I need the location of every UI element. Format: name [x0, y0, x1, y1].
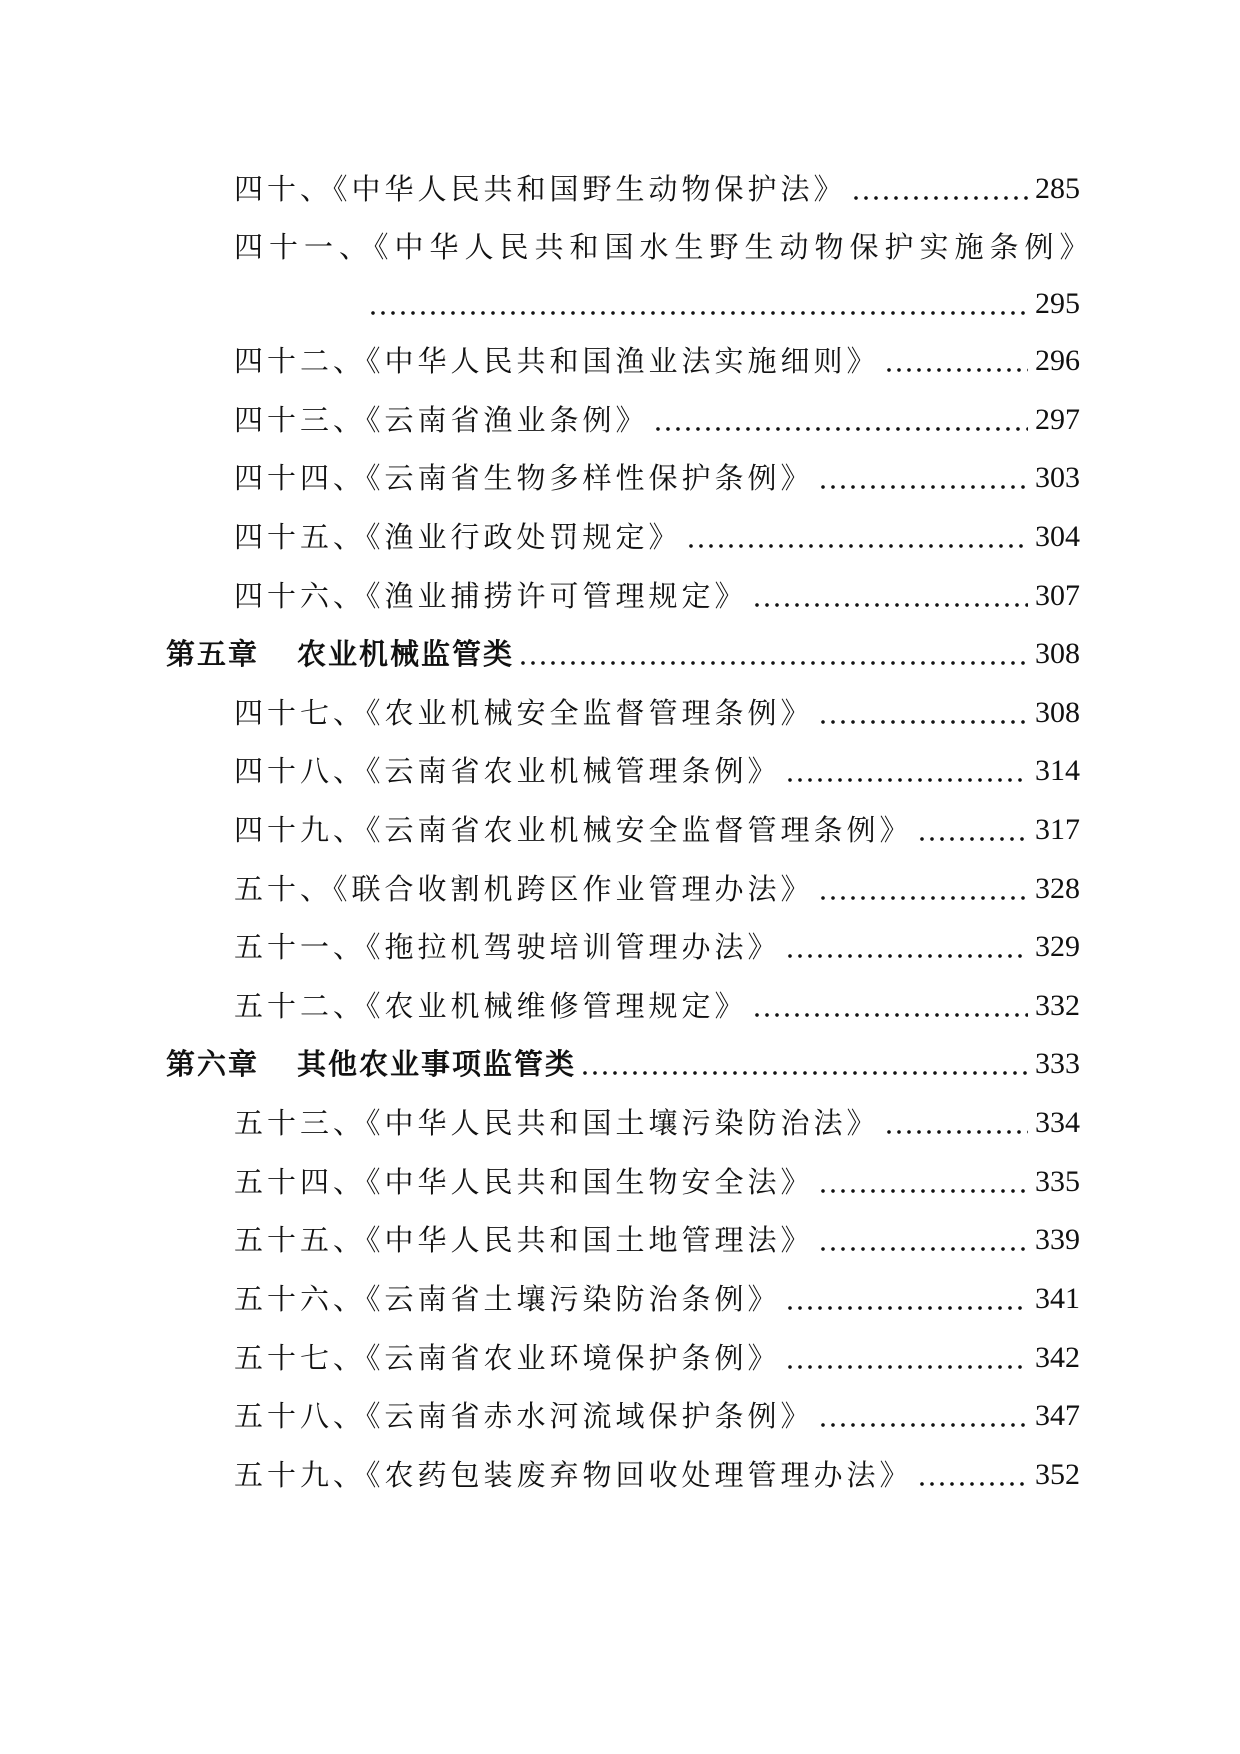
chapter-title: 农业机械监管类 [297, 637, 515, 671]
toc-page-number: 304 [1035, 520, 1080, 553]
chapter-number: 第六章 [166, 1047, 260, 1081]
dot-leader [785, 1279, 1028, 1319]
dot-leader [785, 751, 1028, 791]
toc-entry-title: 四十九、《云南省农业机械安全监督管理条例》 [234, 813, 913, 847]
chapter-title: 其他农业事项监管类 [297, 1047, 577, 1081]
toc-entry-40[interactable] [234, 159, 1080, 209]
dot-leader [917, 1455, 1028, 1495]
dot-leader [818, 1220, 1028, 1260]
toc-entry-49[interactable] [234, 800, 1080, 850]
dot-leader [653, 400, 1028, 440]
toc-page-number: 335 [1035, 1165, 1080, 1198]
dot-leader [851, 169, 1028, 209]
toc-page-number: 352 [1035, 1458, 1080, 1491]
toc-chapter-6[interactable] [166, 1034, 1080, 1084]
toc-entry-43[interactable] [234, 390, 1080, 440]
toc-chapter-heading [166, 1044, 576, 1084]
toc-entry-53[interactable] [234, 1093, 1080, 1143]
dot-leader [884, 1103, 1028, 1143]
toc-entry-title: 四十六、《渔业捕捞许可管理规定》 [234, 579, 748, 613]
toc-entry-48[interactable] [234, 741, 1080, 791]
toc-entry-title: 五十七、《云南省农业环境保护条例》 [234, 1341, 781, 1375]
toc-entry-title: 四十五、《渔业行政处罚规定》 [234, 520, 682, 554]
toc-page-number: 296 [1035, 344, 1080, 377]
toc-entry-42[interactable] [234, 331, 1080, 381]
toc-page-number: 314 [1035, 754, 1080, 787]
toc-page-number: 332 [1035, 989, 1080, 1022]
toc-entry-58[interactable] [234, 1386, 1080, 1436]
toc-page-number: 328 [1035, 872, 1080, 905]
toc-entry-title: 四十二、《中华人民共和国渔业法实施细则》 [234, 344, 880, 378]
dot-leader [818, 458, 1028, 498]
toc-entry-59[interactable] [234, 1445, 1080, 1495]
toc-entry-55[interactable] [234, 1210, 1080, 1260]
toc-entry-title: 五十六、《云南省土壤污染防治条例》 [234, 1282, 781, 1316]
toc-page-number: 297 [1035, 403, 1080, 436]
chapter-number: 第五章 [166, 637, 260, 671]
toc-entry-46[interactable] [234, 566, 1080, 616]
toc-chapter-5[interactable] [166, 624, 1080, 674]
toc-entry-45[interactable] [234, 507, 1080, 557]
dot-leader [818, 1162, 1028, 1202]
toc-entry-56[interactable] [234, 1269, 1080, 1319]
toc-entry-41-continuation[interactable] [368, 274, 1080, 324]
toc-entry-title: 五十五、《中华人民共和国土地管理法》 [234, 1223, 814, 1257]
toc-page-number: 308 [1035, 637, 1080, 670]
toc-entry-41[interactable] [234, 217, 1095, 267]
toc-entry-51[interactable] [234, 917, 1080, 967]
dot-leader [785, 1338, 1028, 1378]
toc-entry-title: 五十八、《云南省赤水河流域保护条例》 [234, 1399, 814, 1433]
dot-leader [818, 869, 1028, 909]
toc-entry-50[interactable] [234, 859, 1080, 909]
dot-leader [752, 986, 1028, 1026]
toc-chapter-heading [166, 634, 514, 674]
toc-entry-54[interactable] [234, 1152, 1080, 1202]
toc-entry-title: 四十一、《中华人民共和国水生野生动物保护实施条例》 [234, 230, 1095, 264]
toc-entry-57[interactable] [234, 1328, 1080, 1378]
toc-entry-title: 四十三、《云南省渔业条例》 [234, 403, 649, 437]
toc-entry-47[interactable] [234, 683, 1080, 733]
toc-page-number: 307 [1035, 579, 1080, 612]
dot-leader [686, 517, 1028, 557]
toc-page-number: 342 [1035, 1341, 1080, 1374]
toc-page-number: 339 [1035, 1223, 1080, 1256]
toc-page-number: 285 [1035, 172, 1080, 205]
toc-page-number: 295 [1035, 287, 1080, 320]
toc-entry-title: 五十、《联合收割机跨区作业管理办法》 [234, 872, 814, 906]
toc-entry-title: 五十三、《中华人民共和国土壤污染防治法》 [234, 1106, 880, 1140]
dot-leader [580, 1044, 1028, 1084]
toc-entry-title: 五十一、《拖拉机驾驶培训管理办法》 [234, 930, 781, 964]
toc-entry-title: 四十八、《云南省农业机械管理条例》 [234, 754, 781, 788]
toc-entry-title: 四十四、《云南省生物多样性保护条例》 [234, 461, 814, 495]
toc-entry-52[interactable] [234, 976, 1080, 1026]
toc-page-number: 333 [1035, 1047, 1080, 1080]
toc-page-number: 334 [1035, 1106, 1080, 1139]
toc-page-number: 308 [1035, 696, 1080, 729]
dot-leader [785, 927, 1028, 967]
dot-leader [884, 341, 1028, 381]
dot-leader [752, 576, 1028, 616]
dot-leader [818, 1396, 1028, 1436]
toc-entry-44[interactable] [234, 448, 1080, 498]
toc-entry-title: 五十九、《农药包装废弃物回收处理管理办法》 [234, 1458, 913, 1492]
dot-leader [368, 284, 1028, 324]
toc-entry-title: 五十四、《中华人民共和国生物安全法》 [234, 1165, 814, 1199]
toc-page-number: 317 [1035, 813, 1080, 846]
toc-page-number: 303 [1035, 461, 1080, 494]
toc-page-number: 341 [1035, 1282, 1080, 1315]
toc-page-number: 347 [1035, 1399, 1080, 1432]
toc-entry-title: 五十二、《农业机械维修管理规定》 [234, 989, 748, 1023]
toc-entry-title: 四十七、《农业机械安全监督管理条例》 [234, 696, 814, 730]
toc-entry-title: 四十、《中华人民共和国野生动物保护法》 [234, 172, 847, 206]
toc-page-number: 329 [1035, 930, 1080, 963]
dot-leader [518, 634, 1028, 674]
dot-leader [917, 810, 1028, 850]
dot-leader [818, 693, 1028, 733]
